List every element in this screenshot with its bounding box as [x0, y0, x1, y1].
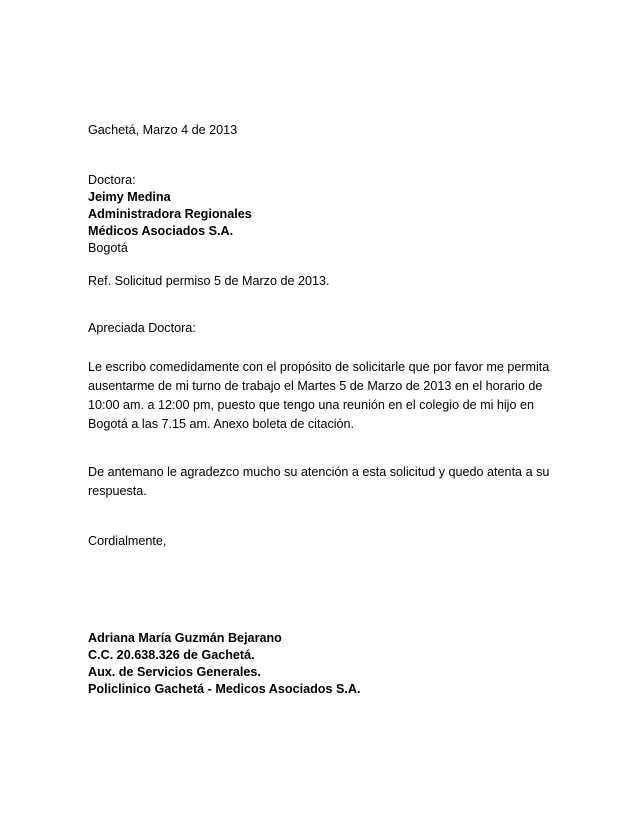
body-paragraph-1-line: 10:00 am. a 12:00 pm, puesto que tengo una reunión en el colegio de mi hijo en [88, 398, 534, 412]
body-paragraph-1-line: Bogotá a las 7.15 am. Anexo boleta de citación. [88, 417, 355, 431]
recipient-company: Médicos Asociados S.A. [88, 224, 234, 238]
body-paragraph-2-line: De antemano le agradezco mucho su atención a esta solicitud y quedo atenta a su [88, 465, 550, 479]
body-paragraph-1-line: Le escribo comedidamente con el propósito de solicitarle que por favor me permita [88, 360, 550, 374]
greeting: Apreciada Doctora: [88, 321, 196, 335]
signature-id: C.C. 20.638.326 de Gachetá. [88, 648, 255, 662]
reference-line: Ref. Solicitud permiso 5 de Marzo de 2013. [88, 274, 330, 288]
body-paragraph-1-line: ausentarme de mi turno de trabajo el Martes 5 de Marzo de 2013 en el horario de [88, 379, 543, 393]
body-paragraph-2 [88, 463, 558, 501]
signature-role: Aux. de Servicios Generales. [88, 665, 261, 679]
body-paragraph-1 [88, 358, 558, 434]
signature-organization: Policlinico Gachetá - Medicos Asociados S.A. [88, 682, 361, 696]
date-line: Gachetá, Marzo 4 de 2013 [88, 123, 238, 137]
recipient-title: Doctora: [88, 173, 136, 187]
recipient-position: Administradora Regionales [88, 207, 252, 221]
signature-name: Adriana María Guzmán Bejarano [88, 631, 282, 645]
body-paragraph-2-line: respuesta. [88, 484, 147, 498]
closing: Cordialmente, [88, 534, 167, 548]
recipient-city: Bogotá [88, 241, 128, 255]
recipient-name: Jeimy Medina [88, 190, 171, 204]
